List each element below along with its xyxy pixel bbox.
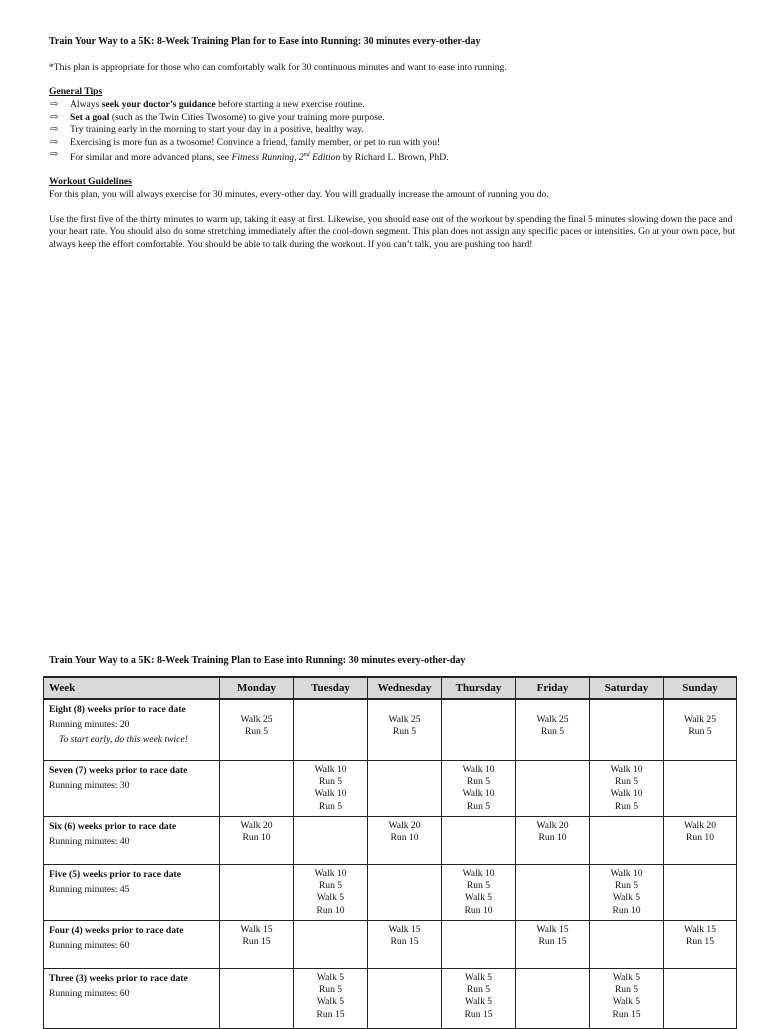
week-cell — [44, 760, 220, 816]
week-label: Four (4) weeks prior to race date — [49, 924, 184, 936]
running-minutes: Running minutes: 60 — [49, 987, 130, 999]
day-line: Walk 5 — [464, 892, 493, 904]
day-cell-sunday — [664, 816, 737, 864]
training-plan-table — [43, 676, 737, 1029]
day-cell-tuesday — [294, 816, 368, 864]
day-line: Walk 10 — [314, 788, 347, 800]
day-line: Walk 20 — [388, 819, 421, 831]
page-title: Train Your Way to a 5K: 8-Week Training Plan for to Ease into Running: 30 minutes every-other-day — [49, 36, 481, 47]
day-cell-wednesday — [368, 699, 442, 760]
day-cell-sunday — [664, 920, 737, 968]
day-cell-wednesday — [368, 864, 442, 920]
col-header-sunday: Sunday — [664, 677, 737, 699]
day-cell-monday — [220, 864, 294, 920]
day-line: Walk 10 — [462, 788, 495, 800]
day-line: Walk 10 — [462, 867, 495, 879]
table-title: Train Your Way to a 5K: 8-Week Training Plan to Ease into Running: 30 minutes every-other-day — [49, 655, 466, 666]
day-cell-wednesday — [368, 968, 442, 1028]
day-cell-friday — [516, 920, 590, 968]
day-cell-thursday — [442, 864, 516, 920]
day-cell-thursday — [442, 699, 516, 760]
day-line: Walk 10 — [462, 763, 495, 775]
table-row — [44, 760, 737, 816]
day-cell-tuesday — [294, 864, 368, 920]
running-minutes: Running minutes: 60 — [49, 939, 130, 951]
day-line: Run 5 — [466, 983, 491, 995]
tip-text: by Richard L. Brown, PhD. — [340, 152, 449, 164]
day-line: Run 10 — [538, 831, 567, 843]
day-line: Run 5 — [466, 879, 491, 891]
day-cell-tuesday — [294, 920, 368, 968]
day-line: Walk 25 — [536, 714, 569, 725]
tip-text: Exercising is more fun as a twosome! Convince a friend, family member, or pet to run with you! — [70, 136, 441, 148]
day-line: Run 10 — [390, 831, 419, 843]
day-line: Run 5 — [614, 983, 639, 995]
col-header-saturday: Saturday — [590, 677, 664, 699]
day-cell-wednesday — [368, 760, 442, 816]
week-label: Eight (8) weeks prior to race date — [49, 704, 186, 715]
day-line: Run 15 — [538, 935, 567, 947]
guidelines-paragraph-2: Use the first five of the thirty minutes to warm up, taking it easy at first. Likewise, you should ease out of the workout by spending the final 5 minutes slowing down the pace and your heart rate. You should also do some stretching immediately after the cool-down segment. This plan does not assign any specific paces or intensities. Go at your own pace, but always keep the effort comfortable. You should be able to talk during the workout. If you can’t talk, you are pushing too hard! — [49, 214, 736, 250]
day-cell-wednesday — [368, 816, 442, 864]
day-cell-monday — [220, 816, 294, 864]
week-label: Seven (7) weeks prior to race date — [49, 764, 188, 776]
day-line: Run 5 — [392, 726, 417, 738]
day-line: Walk 5 — [612, 996, 641, 1008]
day-line: Run 5 — [318, 775, 343, 787]
day-cell-sunday — [664, 699, 737, 760]
day-cell-tuesday — [294, 968, 368, 1028]
day-line: Run 15 — [464, 1008, 493, 1020]
day-line: Run 5 — [466, 775, 491, 787]
day-line: Run 15 — [612, 1008, 641, 1020]
week-label: Three (3) weeks prior to race date — [49, 972, 188, 984]
book-title-edition: Edition — [309, 152, 341, 164]
day-line: Run 15 — [242, 935, 271, 947]
week-cell — [44, 968, 220, 1028]
day-cell-saturday — [590, 968, 664, 1028]
day-cell-friday — [516, 864, 590, 920]
day-cell-monday — [220, 699, 294, 760]
table-row — [44, 864, 737, 920]
day-line: Walk 5 — [316, 892, 345, 904]
day-line: Walk 5 — [612, 892, 641, 904]
running-minutes: Running minutes: 40 — [49, 835, 130, 847]
day-line: Walk 15 — [684, 923, 716, 935]
day-line: Walk 15 — [240, 923, 273, 935]
week-label: Six (6) weeks prior to race date — [49, 820, 177, 832]
day-cell-wednesday — [368, 920, 442, 968]
day-cell-friday — [516, 968, 590, 1028]
day-line: Run 5 — [318, 983, 343, 995]
day-line: Walk 15 — [388, 923, 421, 935]
arrow-bullet-icon: ⇨ — [50, 99, 59, 110]
tip-item — [49, 112, 739, 125]
day-cell-thursday — [442, 968, 516, 1028]
day-line: Run 5 — [614, 879, 639, 891]
day-line: Walk 10 — [314, 763, 347, 775]
day-cell-monday — [220, 760, 294, 816]
day-line: Walk 15 — [536, 923, 569, 935]
day-line: Run 5 — [614, 775, 639, 787]
week-cell — [44, 920, 220, 968]
day-line: Walk 10 — [610, 867, 643, 879]
table-header-row — [44, 677, 737, 699]
workout-guidelines-heading: Workout Guidelines — [49, 176, 132, 187]
day-cell-friday — [516, 699, 590, 760]
day-line: Run 5 — [614, 800, 639, 812]
day-cell-monday — [220, 968, 294, 1028]
day-line: Run 10 — [612, 904, 641, 916]
day-cell-thursday — [442, 816, 516, 864]
day-line: Run 15 — [390, 935, 419, 947]
day-line: Run 5 — [466, 800, 491, 812]
col-header-tuesday: Tuesday — [294, 677, 368, 699]
day-cell-thursday — [442, 760, 516, 816]
day-line: Walk 10 — [610, 788, 643, 800]
day-line: Run 10 — [316, 904, 345, 916]
day-cell-saturday — [590, 816, 664, 864]
day-line: Walk 5 — [316, 971, 345, 983]
table-row — [44, 816, 737, 864]
tip-item — [49, 137, 739, 150]
tip-item — [49, 149, 739, 162]
week-cell — [44, 816, 220, 864]
day-line: Walk 25 — [388, 714, 421, 725]
col-header-friday: Friday — [516, 677, 590, 699]
day-cell-saturday — [590, 760, 664, 816]
day-cell-tuesday — [294, 699, 368, 760]
book-edition-sup: nd — [303, 152, 310, 158]
week-label: Five (5) weeks prior to race date — [49, 868, 181, 880]
day-line: Walk 10 — [610, 763, 643, 775]
col-header-thursday: Thursday — [442, 677, 516, 699]
day-cell-tuesday — [294, 760, 368, 816]
running-minutes: Running minutes: 30 — [49, 779, 130, 791]
day-line: Walk 5 — [316, 996, 345, 1008]
general-tips-list — [49, 99, 739, 162]
day-line: Walk 20 — [536, 819, 569, 831]
day-line: Run 10 — [242, 831, 271, 843]
week-note: To start early, do this week twice! — [59, 733, 188, 745]
table-row — [44, 699, 737, 760]
tip-item — [49, 99, 739, 112]
col-header-wednesday: Wednesday — [368, 677, 442, 699]
day-cell-saturday — [590, 920, 664, 968]
tip-text: Try training early in the morning to start your day in a positive, healthy way. — [70, 124, 364, 135]
day-line: Walk 25 — [684, 714, 716, 725]
day-cell-sunday — [664, 760, 737, 816]
arrow-bullet-icon: ⇨ — [50, 149, 59, 160]
day-line: Run 5 — [540, 726, 565, 738]
day-line: Walk 20 — [240, 819, 273, 831]
day-line: Walk 20 — [684, 819, 716, 831]
arrow-bullet-icon: ⇨ — [50, 124, 59, 135]
day-cell-saturday — [590, 699, 664, 760]
day-line: Run 5 — [244, 726, 269, 738]
running-minutes: Running minutes: 20 — [49, 719, 130, 731]
day-cell-sunday — [664, 864, 737, 920]
day-line: Walk 5 — [612, 971, 641, 983]
day-line: Walk 10 — [314, 867, 347, 879]
tip-text: before starting a new exercise routine. — [215, 99, 365, 110]
tip-bold-text: seek your doctor’s guidance — [101, 99, 216, 110]
day-cell-thursday — [442, 920, 516, 968]
day-line: Run 10 — [464, 904, 493, 916]
general-tips-heading: General Tips — [49, 86, 103, 97]
arrow-bullet-icon: ⇨ — [50, 136, 59, 148]
day-line: Walk 5 — [464, 996, 493, 1008]
day-line: Walk 5 — [464, 971, 493, 983]
tip-text: (such as the Twin Cities Twosome) to give your training more purpose. — [109, 111, 385, 123]
day-cell-sunday — [664, 968, 737, 1028]
tip-text: Always — [70, 99, 102, 110]
table-row — [44, 968, 737, 1028]
arrow-bullet-icon: ⇨ — [50, 111, 59, 123]
day-cell-friday — [516, 760, 590, 816]
tip-item — [49, 124, 739, 137]
book-title: Fitness Running, 2 — [231, 152, 304, 164]
day-line: Run 5 — [318, 879, 343, 891]
week-cell — [44, 699, 220, 760]
day-line: Run 10 — [686, 831, 714, 843]
day-line: Run 5 — [318, 800, 343, 812]
day-line: Run 15 — [316, 1008, 345, 1020]
running-minutes: Running minutes: 45 — [49, 883, 130, 895]
day-cell-monday — [220, 920, 294, 968]
col-header-monday: Monday — [220, 677, 294, 699]
col-header-week: Week — [44, 677, 220, 699]
tip-text: For similar and more advanced plans, see — [70, 152, 232, 164]
guidelines-paragraph-1: For this plan, you will always exercise for 30 minutes, every-other day. You will gradually increase the amount of running you do. — [49, 189, 549, 200]
day-line: Run 5 — [688, 726, 712, 738]
day-cell-friday — [516, 816, 590, 864]
day-cell-saturday — [590, 864, 664, 920]
intro-note: *This plan is appropriate for those who can comfortably walk for 30 continuous minutes and want to ease into running. — [49, 62, 507, 73]
week-cell — [44, 864, 220, 920]
day-line: Walk 25 — [240, 714, 273, 725]
table-row — [44, 920, 737, 968]
day-line: Run 15 — [686, 935, 714, 947]
tip-bold-text: Set a goal — [70, 111, 110, 123]
